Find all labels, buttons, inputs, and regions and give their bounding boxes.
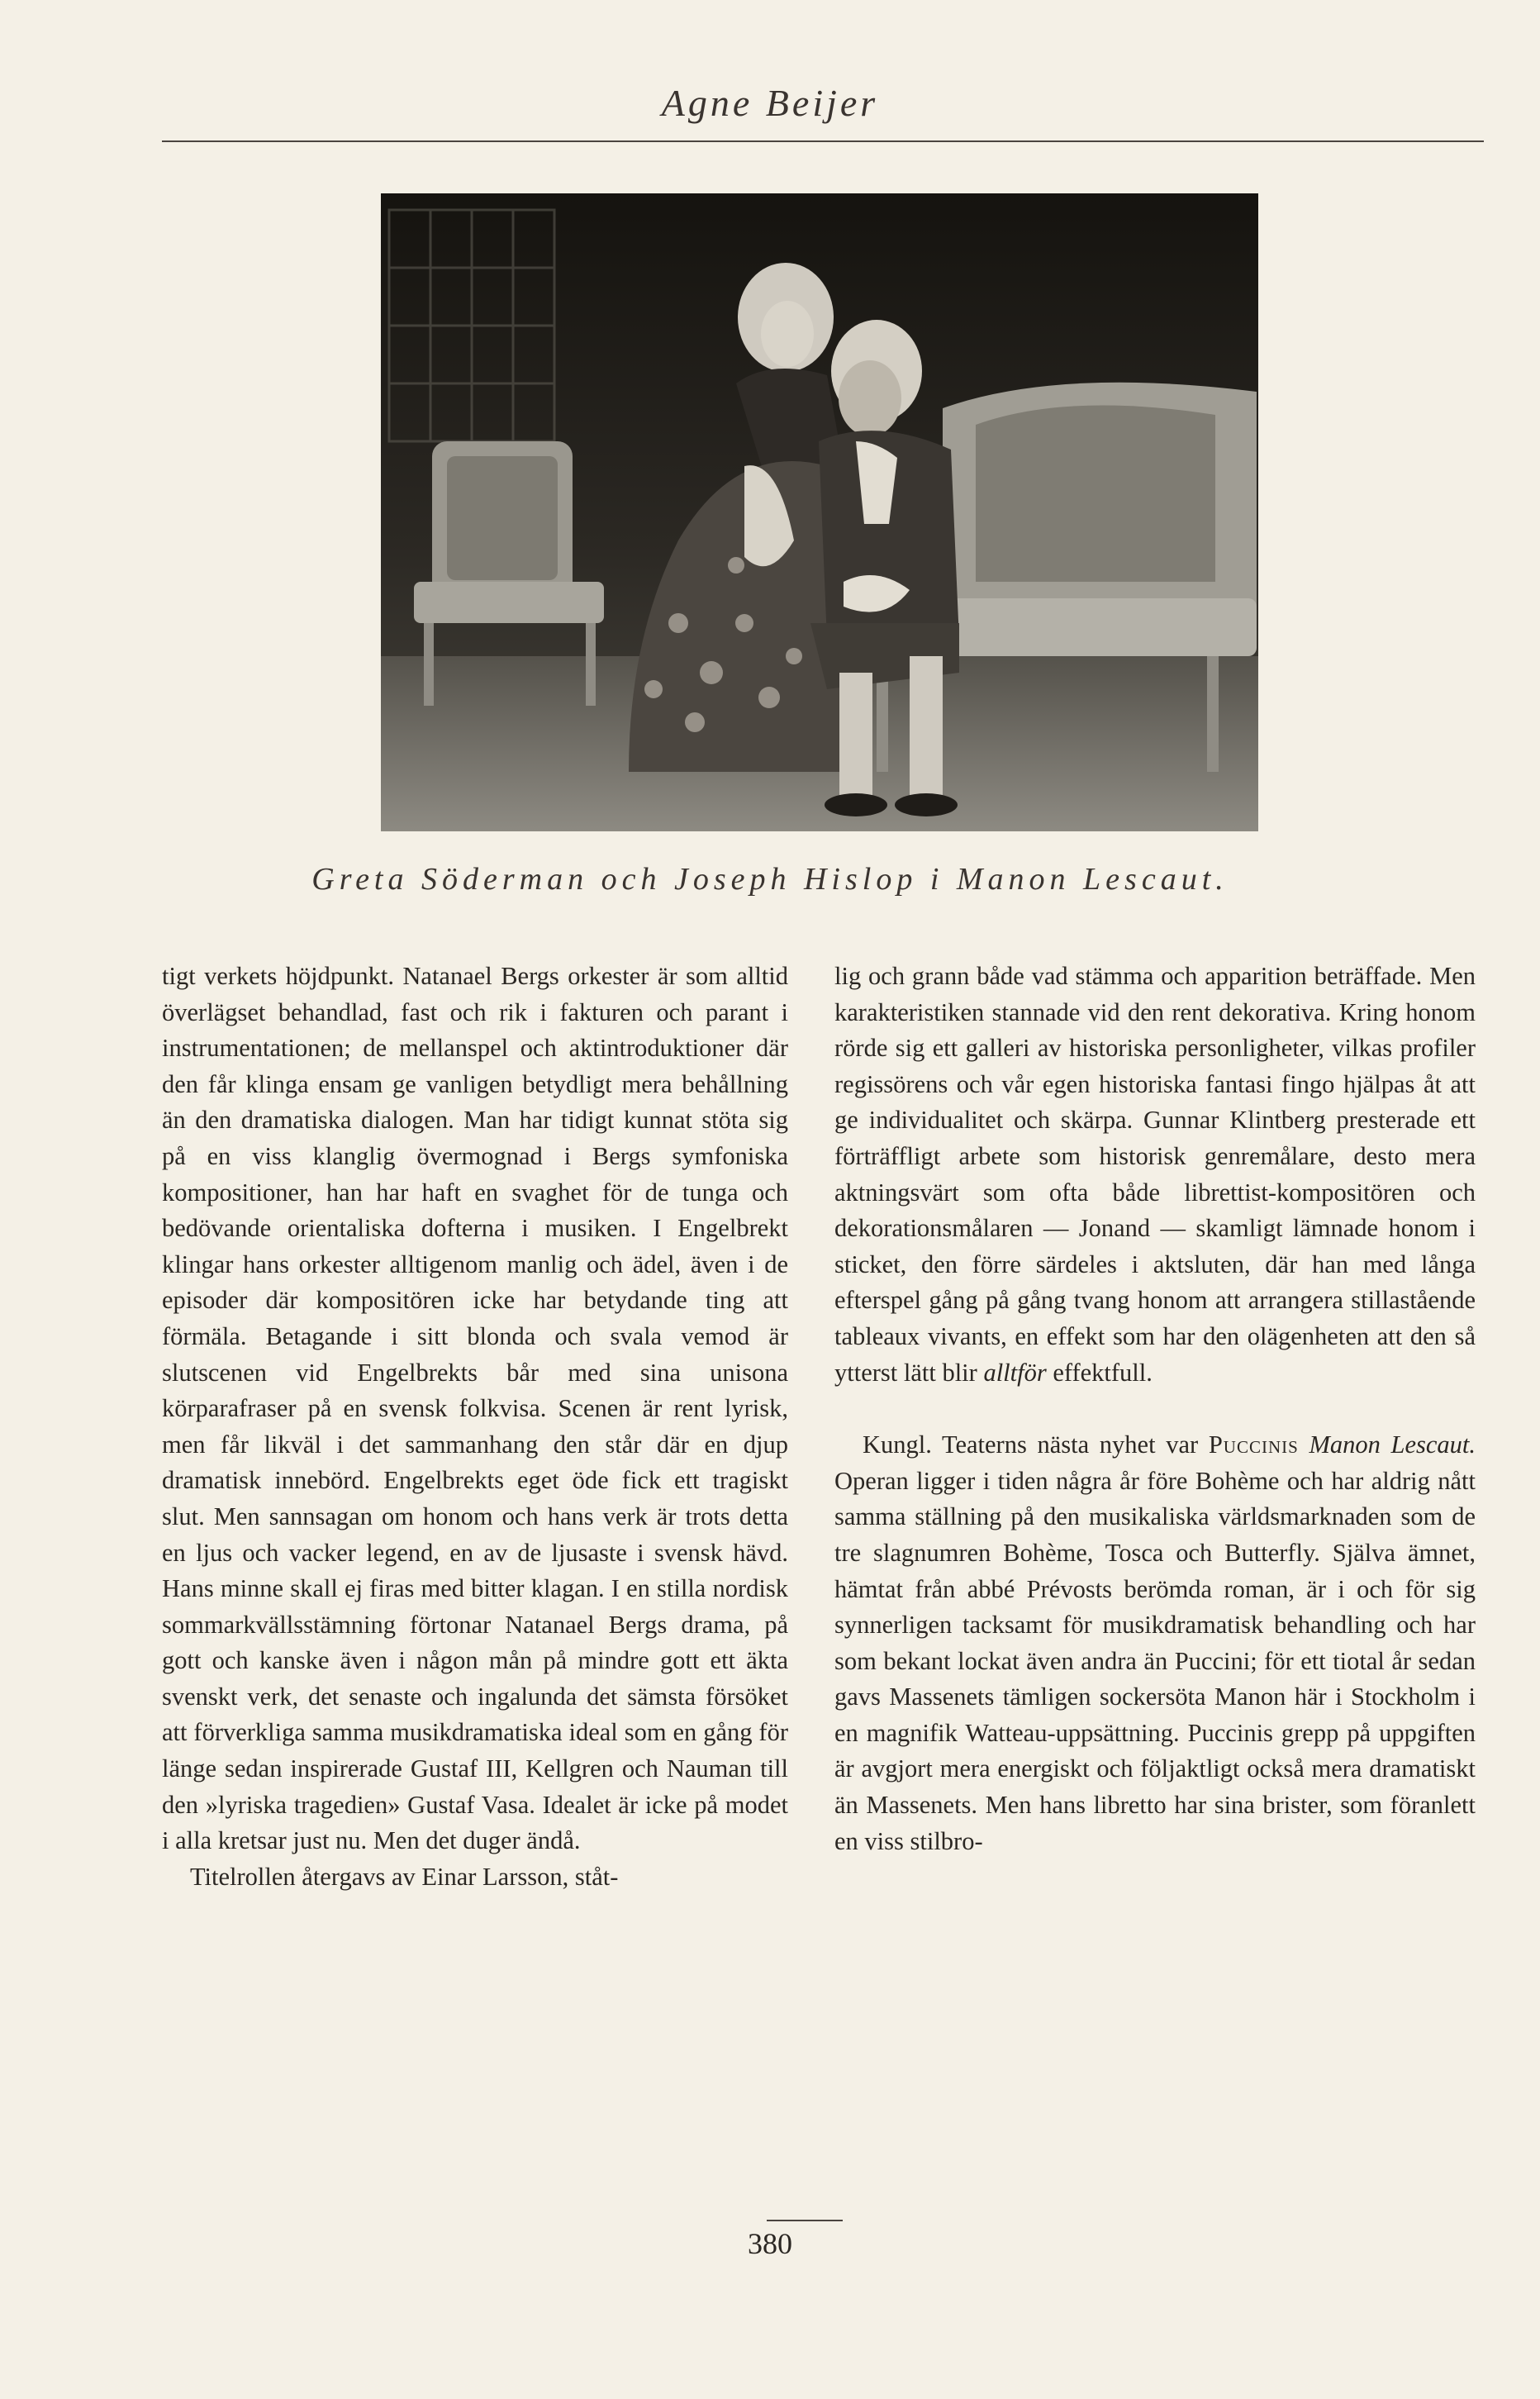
stage-photograph <box>381 193 1258 831</box>
body-paragraph: lig och grann både vad stämma och apparition beträffade. Men karakteristiken stannade vid den rent dekorativa. Kring honom rörde sig ett galleri av historiska personligheter, vilkas profiler regissörens och vår egen historiska fantasi fingo hjälpas åt att ge individualitet och skärpa. Gunnar Klintberg presterade ett förträffligt arbete som historisk genremålare, desto mera aktningsvärt som ofta både librettist-kompositören och dekorationsmålaren — Jonand — skamligt lämnade honom i sticket, den förre särdeles i aktsluten, där han med långa efterspel gång på gång tvang honom att arrangera stillastående tableaux vivants, en effekt som har den olägenheten att den så ytterst lätt blir alltför effektfull. <box>834 962 1476 1387</box>
page-number: 380 <box>748 2227 792 2260</box>
body-paragraph: Titelrollen återgavs av Einar Larsson, ståt- <box>190 1862 619 1891</box>
running-head: Agne Beijer <box>661 82 879 124</box>
right-text-column <box>834 959 1476 1859</box>
body-paragraph: Kungl. Teaterns nästa nyhet var Puccinis Manon Lescaut. Operan ligger i tiden några år före Bohème och har aldrig nått samma ställning på den musikaliska världsmarknaden som de tre slagnumren Bohème, Tosca och Butterfly. Själva ämnet, hämtat från abbé Prévosts berömda roman, är i och för sig synnerligen tacksamt för musikdramatisk behandling och har som bekant lockat även andra än Puccini; för ett tiotal år sedan gavs Massenets tämligen sockersöta Manon här i Stockholm i en magnifik Watteau-uppsättning. Puccinis grepp på uppgiften är avgjort mera energiskt och följaktligt också mera dramatiskt än Massenets. Men hans libretto har sina brister, som föranlett en viss stilbro- <box>834 1430 1476 1855</box>
header-rule <box>162 140 1484 142</box>
photo-caption: Greta Söderman och Joseph Hislop i Manon Lescaut. <box>311 862 1229 897</box>
folio-rule <box>767 2220 843 2221</box>
body-paragraph: tigt verkets höjdpunkt. Natanael Bergs orkester är som alltid överlägset behandlad, fast och rik i fakturen och parant i instrumentationen; de mellanspel och aktintroduktioner där den får klinga ensam ge vanligen betydligt mera behållning än den dramatiska dialogen. Man har tidigt kunnat stöta sig på en viss klanglig övermognad i Bergs symfoniska kompositioner, han har haft en svaghet för de tunga och bedövande orientaliska dofterna i musiken. I Engelbrekt klingar hans orkester alltigenom manlig och ädel, även i de episoder där kompositören icke har betydande ting att förmäla. Betagande i sitt blonda och svala vemod är slutscenen vid Engelbrekts bår med sina unisona körparafraser på en svensk folkvisa. Scenen är rent lyrisk, men får likväl i det sammanhang den står där en djup dramatisk innebörd. Engelbrekts eget öde fick ett tragiskt slut. Men sannsagan om honom och hans verk är trots detta en ljus och vacker legend, en av de ljusaste i svensk hävd. Hans minne skall ej firas med bitter klagan. I en stilla nordisk sommarkvällsstämning förtonar Natanael Bergs drama, på gott och kanske även i någon mån på mindre gott ett äkta svenskt verk, det senaste och ingalunda det sämsta försöket att förverkliga samma musikdramatiska ideal som en gång för länge sedan inspirerade Gustaf III, Kellgren och Nauman till den »lyriska tragedien» Gustaf Vasa. Idealet är icke på modet i alla kretsar just nu. Men det duger ändå. <box>162 962 788 1855</box>
left-text-column <box>162 959 788 1895</box>
stage-photograph-illustration <box>381 193 1258 831</box>
